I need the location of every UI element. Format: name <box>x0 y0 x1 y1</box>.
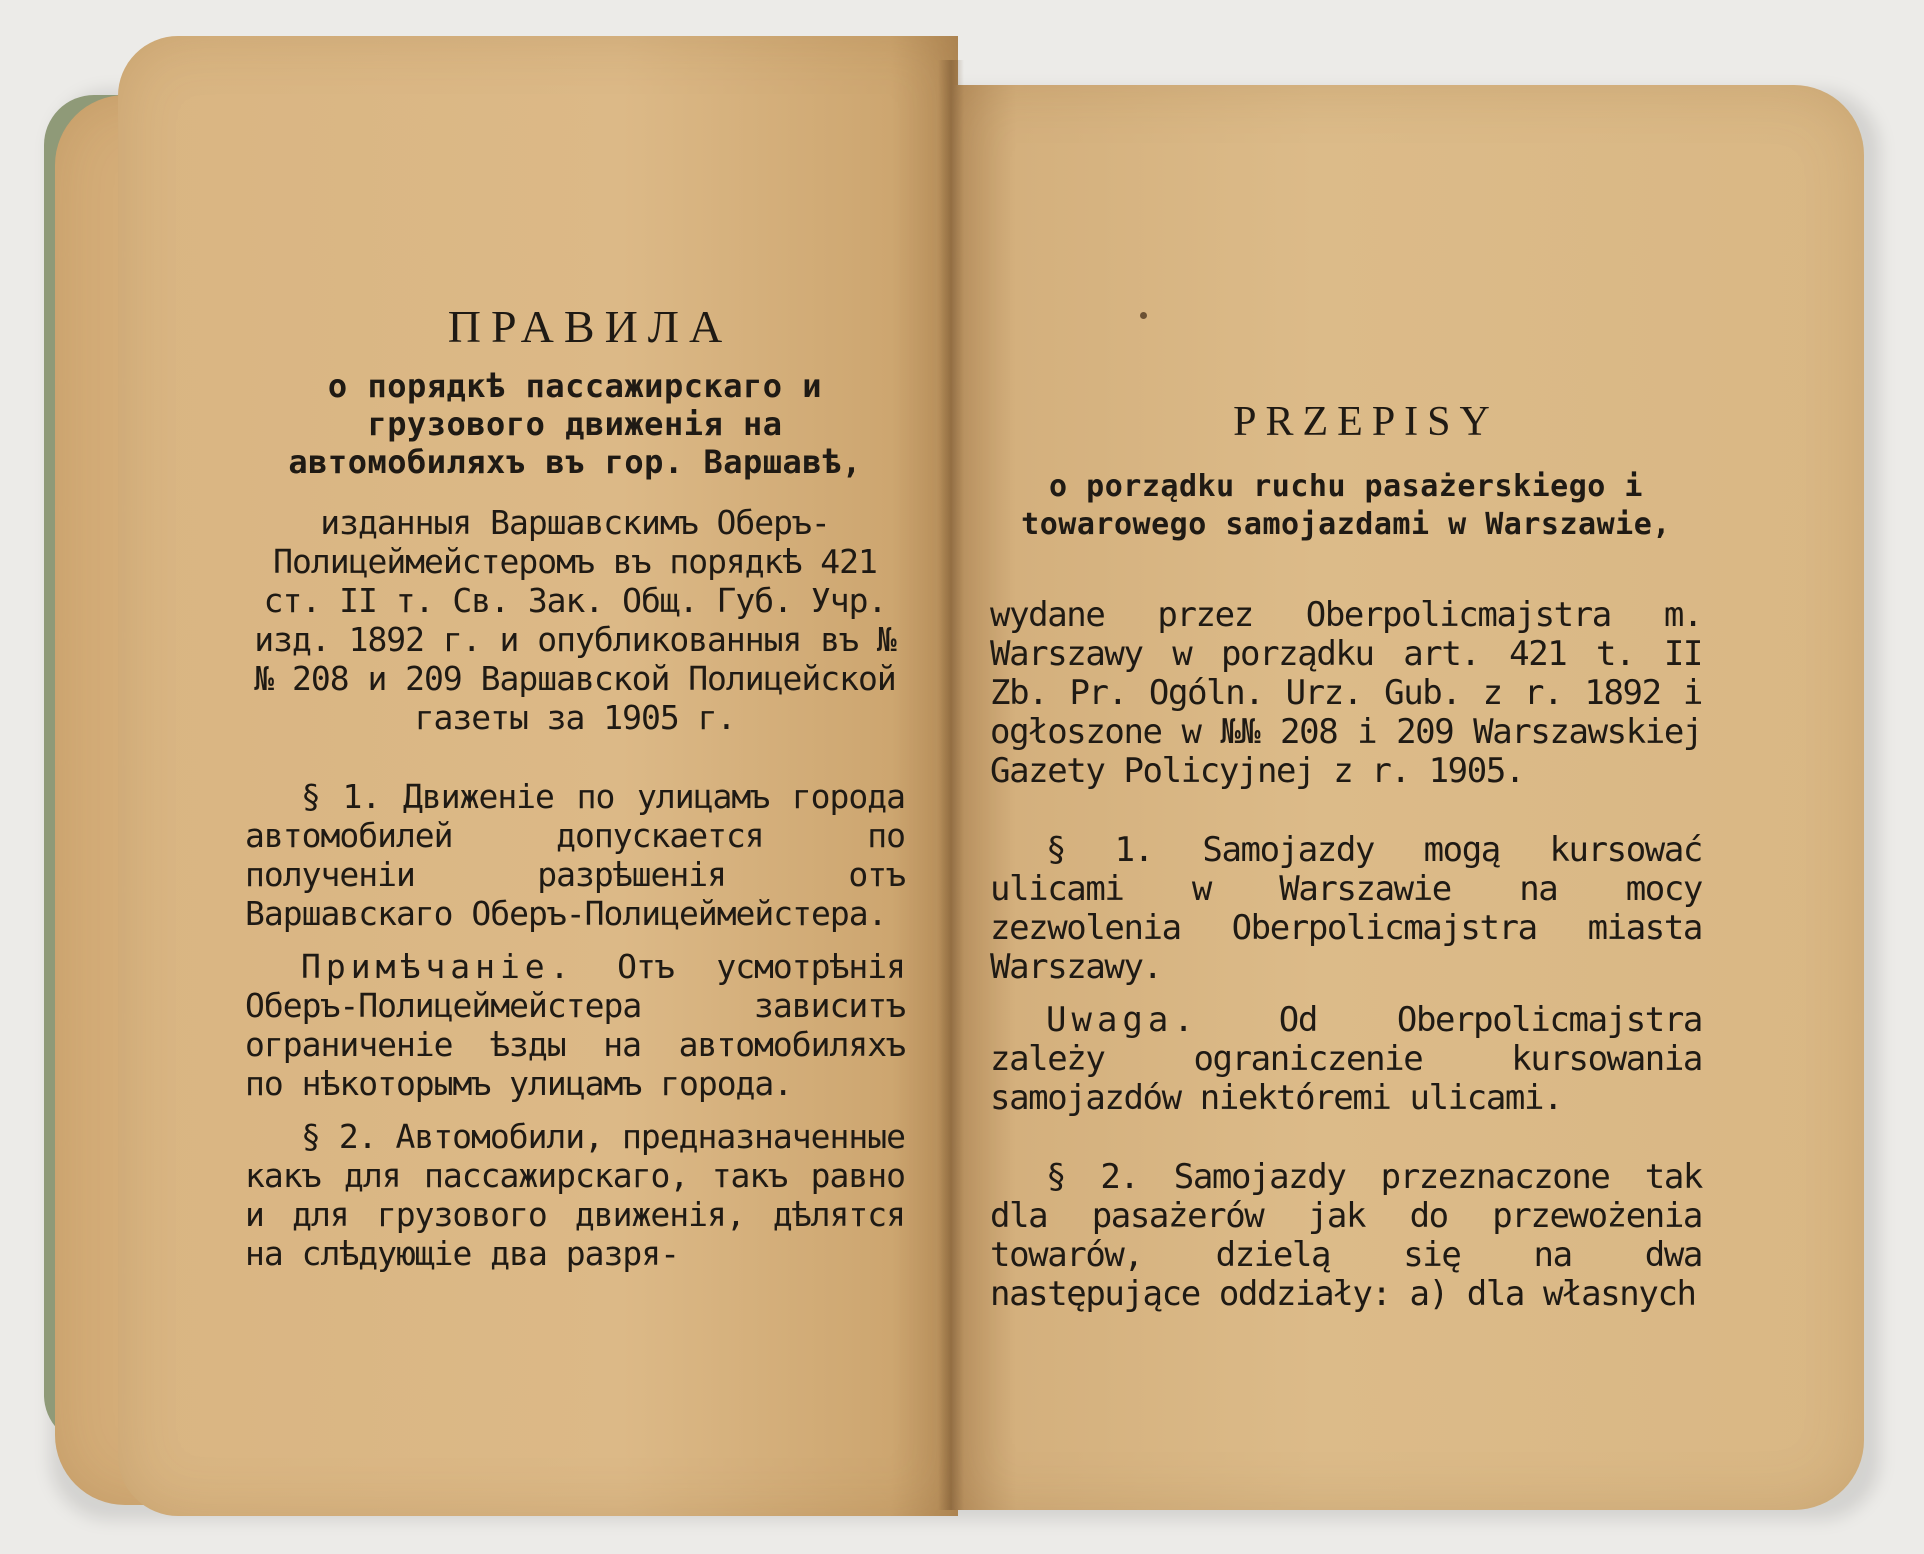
page-gutter <box>938 60 964 1510</box>
left-page-intro: изданныя Варшавскимъ Оберъ-Полицеймейстеромъ въ порядкѣ 421 ст. II т. Св. Зак. Общ. Губ. Учр. изд. 1892 г. и опубликованныя въ №№ 208 и 209 Варшавской Полицейской газеты за 1905 г. <box>254 503 896 737</box>
left-page-title: ПРАВИЛА <box>447 301 733 352</box>
left-page-section-2: § 2. Автомобили, предназначенные какъ для пассажирскаго, такъ равно и для грузового движенія, дѣлятся на слѣдующіе два разря- <box>245 1117 905 1273</box>
left-page-subtitle: о порядкѣ пассажирскаго и грузового движенія на автомобиляхъ въ гор. Варшавѣ, <box>288 367 862 481</box>
right-page-text <box>990 398 1702 1314</box>
right-page-section-2: § 2. Samojazdy przeznaczone tak dla pasażerów jak do przewożenia towarów, dzielą się na dwa następujące oddziały: a) dla własnych <box>990 1157 1702 1314</box>
right-page-note <box>990 1001 1702 1118</box>
right-page-intro: wydane przez Oberpolicmajstra m. Warszawy w porządku art. 421 t. II Zb. Pr. Ogóln. Urz. Gub. z r. 1892 i ogłoszone w №№ 208 i 209 Warszawskiej Gazety Policyjnej z r. 1905. <box>990 595 1702 791</box>
right-page-subtitle: o porządku ruchu pasażerskiego i towarowego samojazdami w Warszawie, <box>1021 469 1671 542</box>
left-page-text <box>245 300 905 1273</box>
left-page-note-label: Примѣчаніе. <box>301 947 575 986</box>
right-page-section-1: § 1. Samojazdy mogą kursować ulicami w Warszawie na mocy zezwolenia Oberpolicmajstra miasta Warszawy. <box>990 830 1702 987</box>
right-page-title: PRZEPISY <box>1233 399 1499 445</box>
paper-spot <box>1140 312 1147 319</box>
left-page-section-1: § 1. Движеніе по улицамъ города автомобилей допускается по полученіи разрѣшенія отъ Варшавскаго Оберъ-Полицеймейстера. <box>245 777 905 933</box>
right-page-note-text: Od Oberpolicmajstra zależy ograniczenie kursowania samojazdów niektóremi ulicami. <box>990 1000 1702 1118</box>
right-page-note-label: Uwaga. <box>1046 1000 1199 1040</box>
left-page-note-text: Отъ усмотрѣнія Оберъ-Полицеймейстера зависитъ ограниченіе ѣзды на автомобиляхъ по нѣкоторымъ улицамъ города. <box>245 947 905 1103</box>
left-page-note <box>245 947 905 1103</box>
